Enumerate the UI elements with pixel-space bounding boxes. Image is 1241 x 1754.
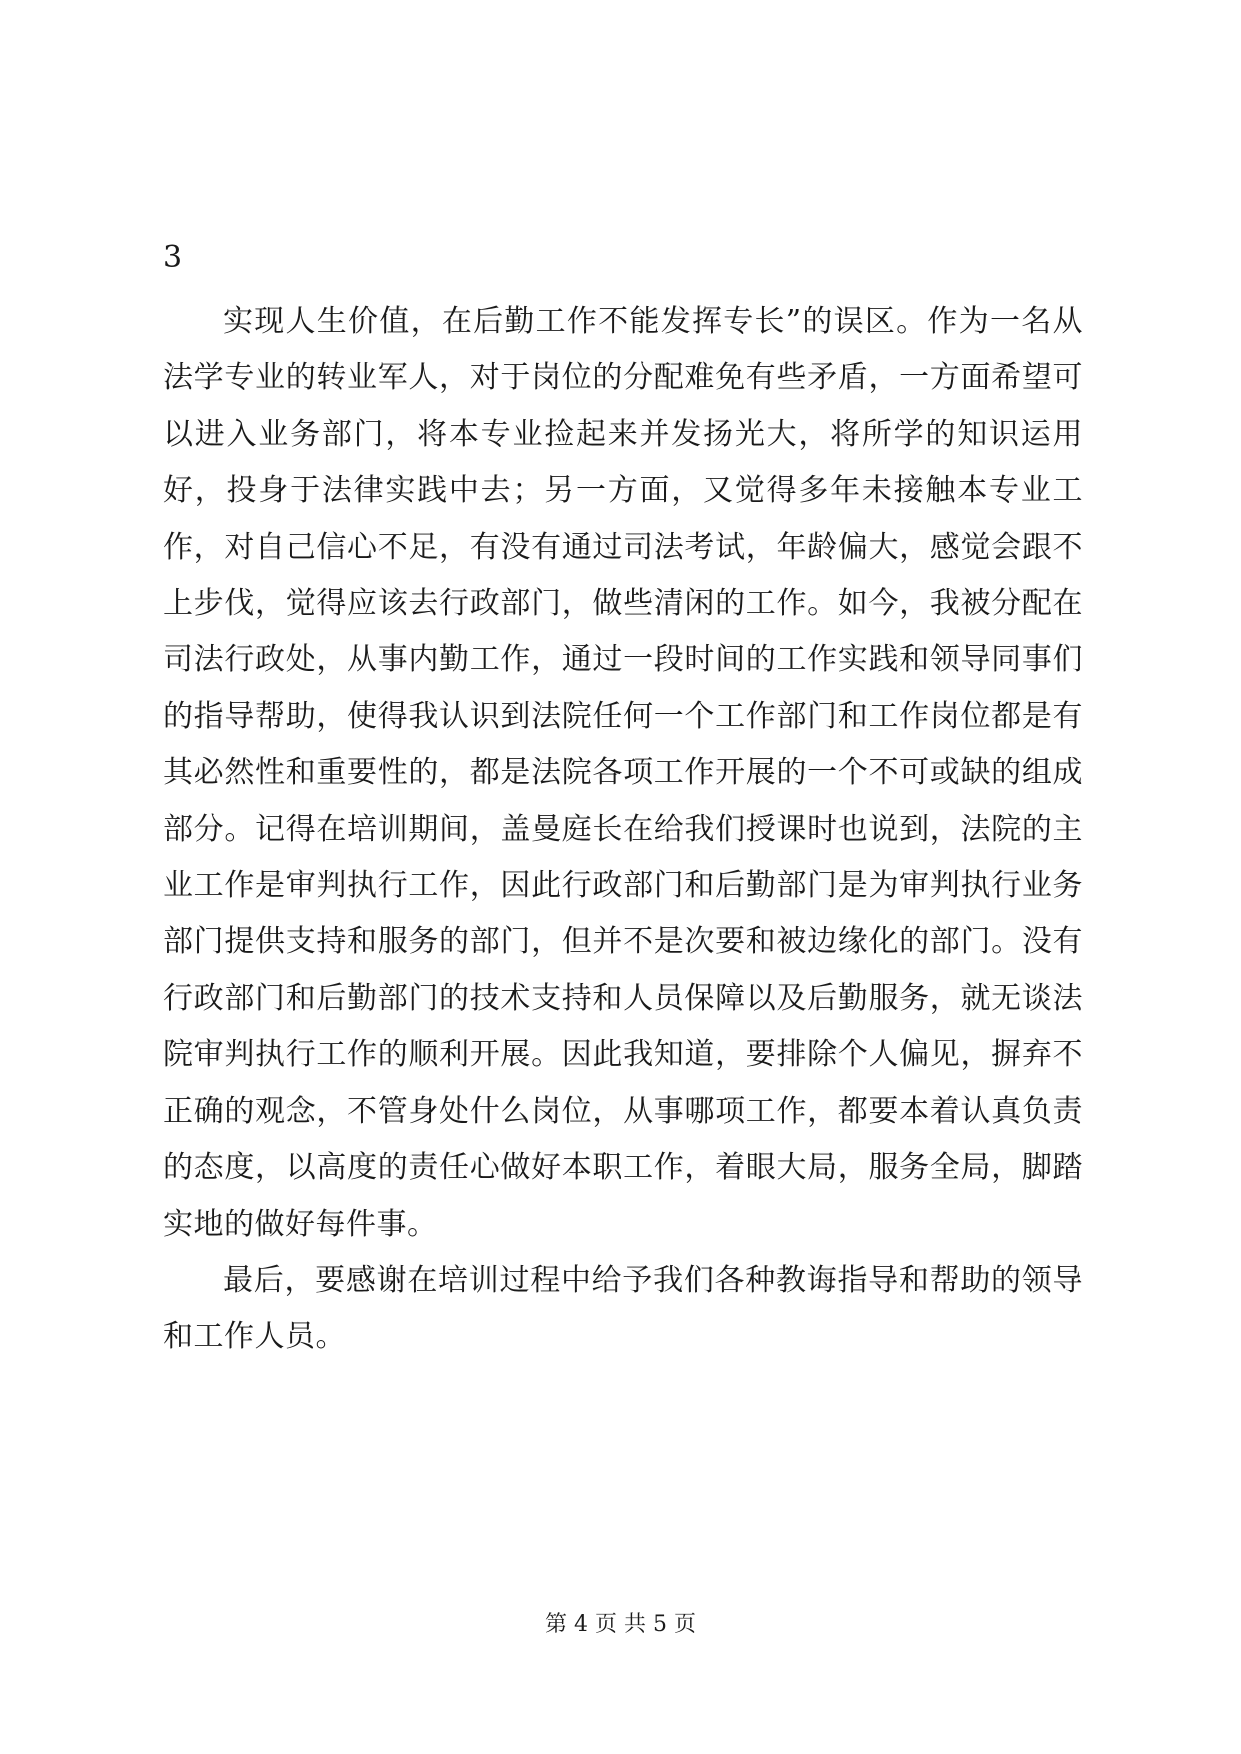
- body-text: [163, 294, 1083, 1366]
- paragraph: 最后，要感谢在培训过程中给予我们各种教诲指导和帮助的领导和工作人员。: [163, 1262, 1083, 1355]
- paragraph: 实现人生价值，在后勤工作不能发挥专长”的误区。作为一名从法学专业的转业军人，对于岗位的分配难免有些矛盾，一方面希望可以进入业务部门，将本专业捡起来并发扬光大，将所学的知识运用好，投身于法律实践中去；另一方面，又觉得多年未接触本专业工作，对自己信心不足，有没有通过司法考试，年龄偏大，感觉会跟不上步伐，觉得应该去行政部门，做些清闲的工作。如今，我被分配在司法行政处，从事内勤工作，通过一段时间的工作实践和领导同事们的指导帮助，使得我认识到法院任何一个工作部门和工作岗位都是有其必然性和重要性的，都是法院各项工作开展的一个不可或缺的组成部分。记得在培训期间，盖曼庭长在给我们授课时也说到，法院的主业工作是审判执行工作，因此行政部门和后勤部门是为审判执行业务部门提供支持和服务的部门，但并不是次要和被边缘化的部门。没有行政部门和后勤部门的技术支持和人员保障以及后勤服务，就无谈法院审判执行工作的顺利开展。因此我知道，要排除个人偏见，摒弃不正确的观念，不管身处什么岗位，从事哪项工作，都要本着认真负责的态度，以高度的责任心做好本职工作，着眼大局，服务全局，脚踏实地的做好每件事。: [163, 304, 1083, 1242]
- page-footer: 第 4 页 共 5 页: [545, 1612, 696, 1637]
- section-number: 3: [163, 240, 183, 275]
